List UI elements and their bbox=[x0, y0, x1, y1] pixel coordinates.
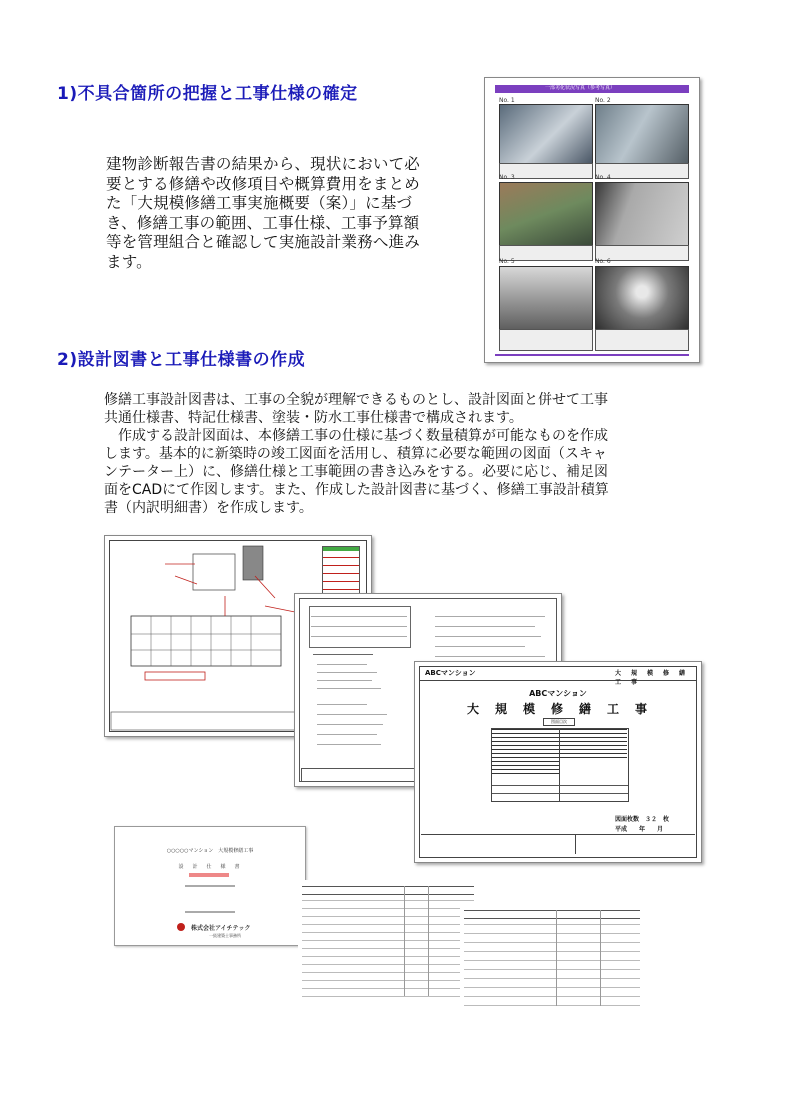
section1-heading: 1)不具合箇所の把握と工事仕様の確定 bbox=[57, 84, 358, 104]
caption-6 bbox=[595, 329, 689, 351]
photo-report-sheet bbox=[484, 77, 700, 363]
photo-sheet-header: 一部劣化状況写真（参考写真） bbox=[545, 85, 616, 91]
photo-label-5: No. 5 bbox=[499, 258, 515, 265]
photo-3 bbox=[499, 182, 593, 246]
spec-book-cover bbox=[114, 826, 306, 946]
cover-drawing-sheet bbox=[414, 661, 702, 863]
cover-sheets-count: 図面枚数 ３２ 枚 bbox=[615, 816, 670, 823]
company-logo-icon bbox=[177, 923, 185, 931]
photo-sheet-footer-bar bbox=[495, 354, 689, 356]
photo-6 bbox=[595, 266, 689, 330]
section2-heading: 2)設計図書と工事仕様書の作成 bbox=[57, 350, 306, 370]
photo-label-4: No. 4 bbox=[595, 174, 611, 181]
cover-table-header: 図面目次 bbox=[543, 718, 575, 726]
section1-body: 建物診断報告書の結果から、現状において必 要とする修繕や改修項目や概算費用をまとめ た「大規模修繕工事実施概要（案）」に基づ き、修繕工事の範囲、工事仕様、工事予算額 等を管理組合と確認して実施設計業務へ進み ます。 bbox=[106, 155, 421, 271]
photo-label-6: No. 6 bbox=[595, 258, 611, 265]
photo-label-1: No. 1 bbox=[499, 97, 515, 104]
photo-label-2: No. 2 bbox=[595, 97, 611, 104]
photo-2 bbox=[595, 104, 689, 164]
photo-1 bbox=[499, 104, 593, 164]
spec-book-company: 株式会社アイチテック bbox=[191, 925, 251, 932]
spec-book-line1: ○○○○○マンション 大規模修繕工事 bbox=[166, 848, 254, 854]
cover-title-small: ABCマンション bbox=[529, 689, 587, 698]
estimate-sheet-2 bbox=[460, 906, 644, 1012]
cover-title-right: 大 規 模 修 繕 工 事 bbox=[615, 670, 696, 686]
caption-5 bbox=[499, 329, 593, 351]
photo-5 bbox=[499, 266, 593, 330]
cover-title-large: 大 規 模 修 繕 工 事 bbox=[466, 702, 649, 716]
cover-company: ABCマンション bbox=[425, 669, 476, 677]
spec-book-office: 一級建築士事務所 bbox=[209, 933, 241, 938]
drawing-index-table bbox=[491, 728, 629, 802]
photo-label-3: No. 3 bbox=[499, 174, 515, 181]
section2-body: 修繕工事設計図書は、工事の全貌が理解できるものとし、設計図面と併せて工事 共通仕様書、特記仕様書、塗装・防水工事仕様書で構成されます。 作成する設計図面は、本修繕工事の仕様に基づく数量積算が可能なものを作成 します。基本的に新築時の竣工図面を活用し、積算に必要な範囲の図面（スキャ ンテーター上）に、修繕仕様と工事範囲の書き込みをする。必要に応じ、補足図 面をCADにて作図します。また、作成した設計図書に基づく、修繕工事設計積算 書（内訳明細書）を作成します。 bbox=[104, 392, 609, 516]
estimate-sheet-1 bbox=[298, 880, 478, 1004]
spec-book-line2: 設 計 仕 様 書 bbox=[178, 864, 242, 870]
cover-date: 平成 年 月 bbox=[615, 826, 664, 833]
photo-4 bbox=[595, 182, 689, 246]
